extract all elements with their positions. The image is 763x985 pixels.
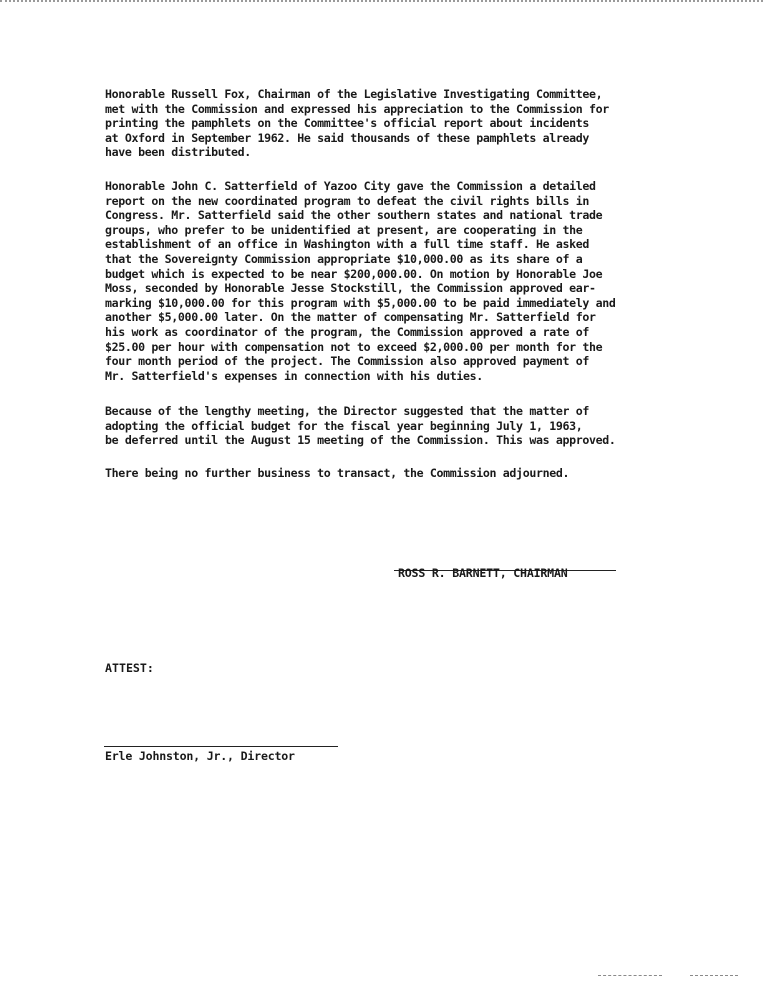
paragraph-budget-deferral: Because of the lengthy meeting, the Director suggested that the matter of adopting the official budget for the fiscal year beginning July 1, 1963, be deferred until the August 15 meeting of the Commission. This was approved. bbox=[105, 404, 616, 448]
director-signature: Erle Johnston, Jr., Director bbox=[105, 749, 295, 763]
paragraph-adjournment: There being no further business to transact, the Commission adjourned. bbox=[105, 466, 570, 480]
attest-label: ATTEST: bbox=[105, 661, 154, 675]
director-signature-line bbox=[104, 746, 338, 747]
scan-top-border bbox=[0, 0, 763, 2]
paragraph-satterfield-report: Honorable John C. Satterfield of Yazoo City gave the Commission a detailed report on the new coordinated program to defeat the civil rights bills in Congress. Mr. Satterfield said the other southern states and national trade groups, who prefer to be unidentified at present, are cooperating in the establishment of an office in Washington with a full time staff. He asked that the Sovereignty Commission appropriate $10,000.00 as its share of a budget which is expected to be near $200,000.00. On motion by Honorable Joe Moss, seconded by Honorable Jesse Stockstill, the Commission approved ear- marking $10,000.00 for this program with $5,000.00 to be paid immediately and another $5,000.00 later. On the matter of compensating Mr. Satterfield for his work as coordinator of the program, the Commission approved a rate of $25.00 per hour with compensation not to exceed $2,000.00 per month for the four month period of the project. The Commission also approved payment of Mr. Satterfield's expenses in connection with his duties. bbox=[105, 179, 616, 383]
chairman-signature: ROSS R. BARNETT, CHAIRMAN bbox=[398, 566, 568, 580]
scan-mark bbox=[598, 975, 662, 976]
paragraph-russell-fox: Honorable Russell Fox, Chairman of the Legislative Investigating Committee, met with the Commission and expressed his appreciation to the Commission for printing the pamphlets on the Committee's official report about incidents at Oxford in September 1962. He said thousands of these pamphlets already have been distributed. bbox=[105, 87, 609, 160]
scan-mark bbox=[690, 975, 738, 976]
